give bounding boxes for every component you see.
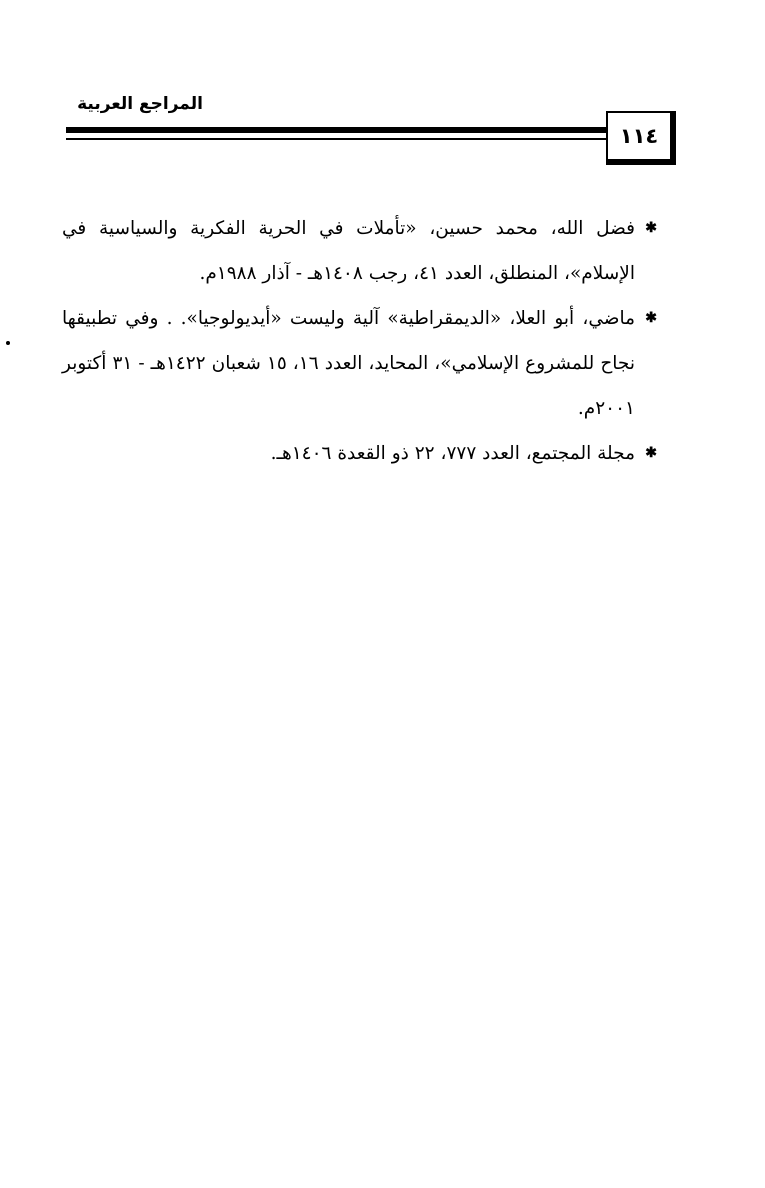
reference-text: مجلة المجتمع، العدد ٧٧٧، ٢٢ ذو القعدة ١٤٠٦هـ.	[270, 443, 635, 464]
page-number: ١١٤	[619, 124, 659, 148]
reference-entry	[62, 431, 657, 476]
reference-list	[62, 206, 657, 476]
margin-mark	[6, 341, 10, 345]
header-rule-thick	[66, 127, 606, 133]
reference-entry	[62, 206, 657, 296]
running-title: المراجع العربية	[77, 94, 203, 114]
page-number-box	[606, 111, 676, 165]
header-rule-thin	[66, 138, 606, 140]
reference-entry	[62, 296, 657, 431]
reference-text: ماضي، أبو العلا، «الديمقراطية» آلية وليست «أيديولوجيا». . وفي تطبيقها نجاح للمشروع الإسلامي»، المحايد، العدد ١٦، ١٥ شعبان ١٤٢٢هـ - ٣١ أكتوبر ٢٠٠١م.	[62, 308, 636, 419]
reference-text: فضل الله، محمد حسين، «تأملات في الحرية الفكرية والسياسية في الإسلام»، المنطلق، العدد ٤١، رجب ١٤٠٨هـ - آذار ١٩٨٨م.	[62, 218, 635, 284]
